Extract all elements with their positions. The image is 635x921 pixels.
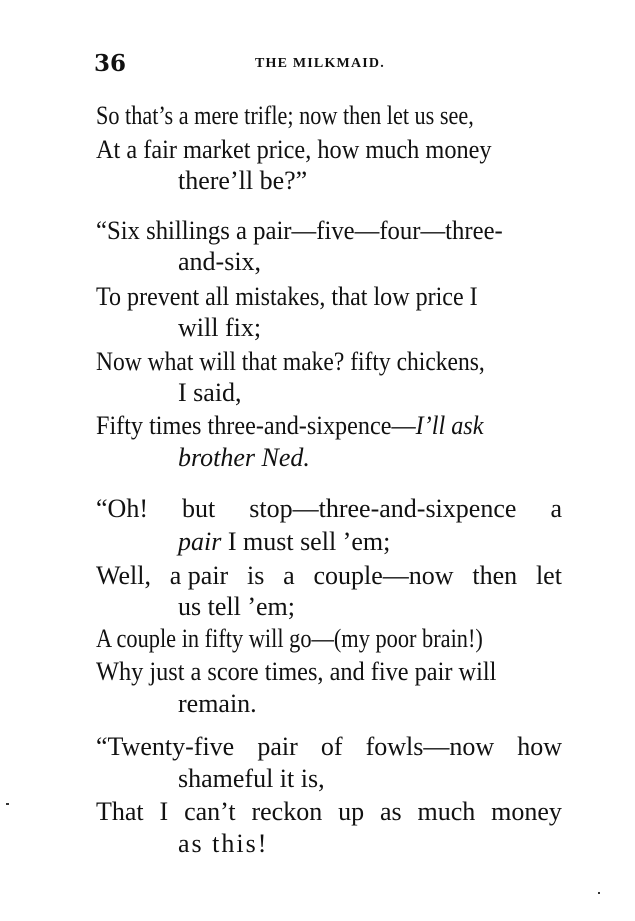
poem-line: To prevent all mistakes, that low price I (96, 282, 478, 311)
word: but (182, 494, 216, 523)
poem-line (96, 494, 562, 524)
poem-line: Now what will that make? fifty chickens, (96, 347, 485, 376)
poem-line (96, 411, 483, 441)
word: up (338, 797, 365, 826)
poem-line (96, 561, 562, 591)
word: much (417, 797, 476, 826)
word: couple—now (313, 561, 454, 590)
page-number: 36 (94, 50, 127, 77)
word: how (517, 732, 562, 761)
word: a (550, 494, 562, 523)
print-speck (6, 803, 9, 805)
word: of (320, 732, 343, 761)
poem-line-continuation: shameful it is, (178, 764, 325, 793)
word: I (159, 797, 169, 826)
poem-line-continuation: brother Ned. (178, 443, 310, 472)
word: a pair (169, 561, 229, 590)
word: then (472, 561, 518, 590)
word: Well, (96, 561, 151, 590)
word: a (283, 561, 295, 590)
word: fowls—now (365, 732, 495, 761)
poem-line-continuation: I said, (178, 378, 242, 407)
poem-line-continuation: will fix; (178, 313, 262, 342)
word: is (247, 561, 265, 590)
word: stop—three-and-sixpence (249, 494, 517, 523)
poem-line (96, 797, 562, 827)
poem-text: Fifty times three-and-sixpence— (96, 411, 416, 440)
poem-line: Why just a score times, and five pair will (96, 657, 497, 686)
word: That (96, 797, 144, 826)
poem-line: A couple in fifty will go—(my poor brain!) (96, 624, 483, 653)
poem-line: So that’s a mere trifle; now then let us see, (96, 101, 474, 130)
poem-line-continuation (178, 527, 390, 557)
poem-text-italic: I’ll ask (415, 411, 484, 440)
poem-line-continuation: remain. (178, 689, 257, 718)
word: let (535, 561, 562, 590)
poem-line (96, 732, 562, 762)
poem-line: “Six shillings a pair—five—four—three- (96, 216, 503, 245)
poem-line-continuation: us tell ’em; (178, 592, 295, 621)
word: reckon (251, 797, 323, 826)
word: pair (257, 732, 298, 761)
poem-line-continuation: there’ll be?” (178, 166, 308, 195)
print-speck (598, 892, 600, 894)
poem-text-italic: pair (178, 527, 222, 556)
word: money (491, 797, 562, 826)
poem-line-continuation: and-six, (178, 247, 262, 276)
word: “Oh! (96, 494, 148, 523)
running-title: THE MILKMAID. (255, 56, 385, 71)
poem-line-continuation: as this! (178, 829, 269, 858)
word: “Twenty-five (96, 732, 235, 761)
page-header (94, 50, 564, 80)
word: can’t (184, 797, 236, 826)
poem-text: I must sell ’em; (221, 527, 391, 556)
word: as (379, 797, 402, 826)
poem-line: At a fair market price, how much money (96, 135, 492, 164)
